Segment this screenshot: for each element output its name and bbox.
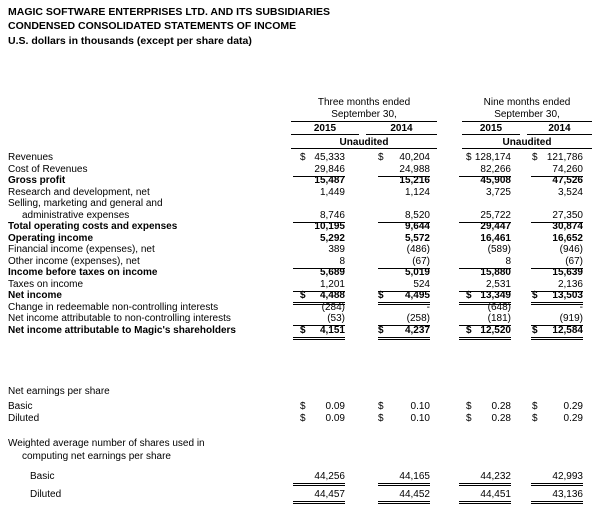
cell-value: 5,572 xyxy=(404,232,430,244)
row-label: Cost of Revenues xyxy=(8,163,88,175)
table-row xyxy=(0,290,611,302)
cell-value: 27,350 xyxy=(531,210,583,223)
table-row xyxy=(0,175,611,187)
currency-symbol: $ xyxy=(466,152,472,163)
shares-row-basic xyxy=(0,471,611,483)
cell-value: 13,349 xyxy=(459,290,511,305)
cell-value: 45,908 xyxy=(480,175,511,186)
currency-symbol: $ xyxy=(532,413,538,424)
eps-row-diluted xyxy=(0,413,611,425)
cell-value: 12,584 xyxy=(531,325,583,340)
three-months-subtitle: September 30, xyxy=(331,109,397,120)
cell-value: - xyxy=(426,301,430,313)
cell-value: 4,151 xyxy=(293,325,345,340)
currency-symbol: $ xyxy=(378,324,384,336)
cell-value: 2,531 xyxy=(459,279,511,292)
cell-value: 1,201 xyxy=(293,279,345,292)
row-label: Gross profit xyxy=(8,175,66,186)
cell-value: 16,461 xyxy=(480,232,511,244)
cell-value: 16,652 xyxy=(552,232,583,244)
row-label: Selling, marketing and general and xyxy=(8,198,163,209)
nine-months-rule xyxy=(462,121,592,122)
row-label: Net income attributable to Magic's shareholders xyxy=(8,324,236,336)
status-3m: Unaudited xyxy=(291,137,437,149)
shares-value: 44,451 xyxy=(459,489,511,504)
cell-value: 15,880 xyxy=(480,267,511,278)
cell-value: 1,449 xyxy=(319,186,345,198)
cell-value: 8,520 xyxy=(378,210,430,223)
three-months-rule xyxy=(291,121,437,122)
table-row xyxy=(0,233,611,245)
cell-value: 82,266 xyxy=(459,164,511,177)
cell-value: 3,524 xyxy=(557,186,583,198)
status-9m: Unaudited xyxy=(462,137,592,149)
cell-value: - xyxy=(579,301,583,313)
cell-value: 5,292 xyxy=(319,232,345,244)
cell-value: 4,495 xyxy=(378,290,430,305)
table-row xyxy=(0,187,611,199)
cell-value: (67) xyxy=(378,256,430,269)
table-row xyxy=(0,198,611,210)
cell-value: 389 xyxy=(328,244,345,255)
cell-value: 5,689 xyxy=(319,267,345,278)
cell-value: 128,174 xyxy=(474,152,511,163)
table-row xyxy=(0,267,611,279)
row-label: Financial income (expenses), net xyxy=(8,244,155,255)
cell-value: 1,124 xyxy=(404,186,430,198)
eps-row-basic xyxy=(0,401,611,413)
shares-value: 44,232 xyxy=(459,471,511,486)
cell-value: 8,746 xyxy=(293,210,345,223)
currency-symbol: $ xyxy=(378,413,384,424)
currency-symbol: $ xyxy=(532,290,538,301)
shares-value: 44,256 xyxy=(293,471,345,486)
year-3m-2015: 2015 xyxy=(291,123,359,135)
shares-value: 43,136 xyxy=(531,489,583,504)
table-row xyxy=(0,256,611,268)
cell-value: 13,503 xyxy=(531,290,583,305)
row-label: Operating income xyxy=(8,232,94,244)
table-row xyxy=(0,279,611,291)
eps-value: 0.09 xyxy=(325,413,345,424)
currency-symbol: $ xyxy=(532,401,538,412)
cell-value: (53) xyxy=(293,313,345,326)
currency-symbol: $ xyxy=(378,290,384,301)
currency-symbol: $ xyxy=(378,401,384,412)
eps-value: 0.09 xyxy=(325,401,345,412)
eps-label: Diluted xyxy=(8,413,40,424)
shares-value: 44,165 xyxy=(378,471,430,486)
eps-value: 0.29 xyxy=(563,401,583,412)
cell-value: 12,520 xyxy=(459,325,511,340)
cell-value: 2,136 xyxy=(531,279,583,292)
row-label: Net income xyxy=(8,290,62,301)
currency-symbol: $ xyxy=(300,324,306,336)
row-label: Revenues xyxy=(8,152,54,163)
table-row xyxy=(0,325,611,337)
shares-title-1: Weighted average number of shares used in xyxy=(8,438,205,449)
shares-value: 44,452 xyxy=(378,489,430,504)
table-row xyxy=(0,221,611,233)
currency-symbol: $ xyxy=(466,324,472,336)
cell-value: 121,786 xyxy=(546,152,583,163)
row-label: Taxes on income xyxy=(8,278,84,290)
cell-value: 3,725 xyxy=(485,186,511,198)
cell-value: (946) xyxy=(559,244,583,255)
currency-symbol: $ xyxy=(300,413,306,424)
currency-symbol: $ xyxy=(532,324,538,336)
table-row xyxy=(0,244,611,256)
cell-value: 8 xyxy=(459,256,511,269)
table-row xyxy=(0,164,611,176)
company-title: MAGIC SOFTWARE ENTERPRISES LTD. AND ITS SUBSIDIARIES xyxy=(8,6,331,18)
row-label: Other income (expenses), net xyxy=(8,255,140,267)
table-row xyxy=(0,152,611,164)
eps-value: 0.28 xyxy=(491,413,511,424)
shares-row-diluted xyxy=(0,489,611,501)
cell-value: 74,260 xyxy=(531,164,583,177)
cell-value: (589) xyxy=(487,244,511,255)
cell-value: 24,988 xyxy=(378,164,430,177)
units-note: U.S. dollars in thousands (except per share data) xyxy=(8,35,252,47)
cell-value: 5,019 xyxy=(404,267,430,278)
eps-label: Basic xyxy=(8,401,33,412)
eps-value: 0.29 xyxy=(563,413,583,424)
row-label: Research and development, net xyxy=(8,186,150,198)
row-label: administrative expenses xyxy=(22,209,130,221)
cell-value: 47,526 xyxy=(552,175,583,186)
cell-value: 29,846 xyxy=(293,164,345,177)
eps-value: 0.28 xyxy=(491,401,511,412)
currency-symbol: $ xyxy=(466,413,472,424)
cell-value: (486) xyxy=(406,244,430,255)
three-months-title: Three months ended xyxy=(317,97,411,108)
cell-value: 40,204 xyxy=(399,152,430,163)
table-row xyxy=(0,302,611,314)
year-9m-2015: 2015 xyxy=(462,123,520,135)
table-row xyxy=(0,313,611,325)
cell-value: 15,487 xyxy=(314,175,345,186)
currency-symbol: $ xyxy=(300,152,306,163)
eps-value: 0.10 xyxy=(410,413,430,424)
cell-value: (648) xyxy=(487,301,511,313)
cell-value: 524 xyxy=(378,279,430,292)
currency-symbol: $ xyxy=(466,290,472,301)
cell-value: 8 xyxy=(293,256,345,269)
cell-value: (284) xyxy=(321,301,345,313)
cell-value: 10,195 xyxy=(314,221,345,232)
row-label: Net income attributable to non-controlling interests xyxy=(8,313,231,324)
year-9m-2014: 2014 xyxy=(527,123,592,135)
shares-label: Basic xyxy=(30,471,55,482)
cell-value: (181) xyxy=(459,313,511,326)
nine-months-title: Nine months ended xyxy=(483,97,571,108)
statement-title: CONDENSED CONSOLIDATED STATEMENTS OF INCOME xyxy=(8,20,297,32)
cell-value: (919) xyxy=(531,313,583,326)
cell-value: 4,237 xyxy=(378,325,430,340)
eps-value: 0.10 xyxy=(410,401,430,412)
row-label: Income before taxes on income xyxy=(8,267,158,278)
year-3m-2014: 2014 xyxy=(366,123,437,135)
cell-value: 45,333 xyxy=(314,152,345,163)
nine-months-subtitle: September 30, xyxy=(494,109,560,120)
row-label: Total operating costs and expenses xyxy=(8,221,178,232)
currency-symbol: $ xyxy=(300,401,306,412)
shares-value: 44,457 xyxy=(293,489,345,504)
cell-value: 30,874 xyxy=(552,221,583,232)
cell-value: (67) xyxy=(531,256,583,269)
cell-value: 15,216 xyxy=(399,175,430,186)
cell-value: 9,644 xyxy=(404,221,430,232)
row-label: Change in redeemable non-controlling interests xyxy=(8,301,219,313)
currency-symbol: $ xyxy=(300,290,306,301)
currency-symbol: $ xyxy=(466,401,472,412)
cell-value: 25,722 xyxy=(459,210,511,223)
shares-value: 42,993 xyxy=(531,471,583,486)
eps-title: Net earnings per share xyxy=(8,386,110,397)
cell-value: 29,447 xyxy=(480,221,511,232)
shares-label: Diluted xyxy=(30,489,62,500)
cell-value: 15,639 xyxy=(552,267,583,278)
currency-symbol: $ xyxy=(532,152,538,163)
cell-value: 4,488 xyxy=(293,290,345,305)
shares-title-2: computing net earnings per share xyxy=(22,451,171,462)
table-row xyxy=(0,210,611,222)
currency-symbol: $ xyxy=(378,152,384,163)
cell-value: (258) xyxy=(378,313,430,326)
